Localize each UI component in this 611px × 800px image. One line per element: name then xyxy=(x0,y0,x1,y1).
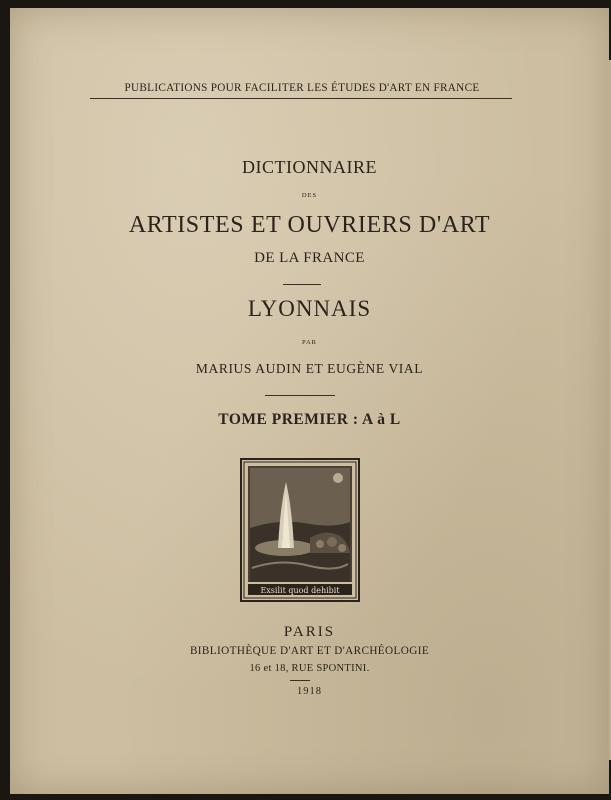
volume-label: TOME PREMIER : A à L xyxy=(218,411,401,428)
vignette-motto: Exsilit quod dehibit xyxy=(260,586,340,595)
byline-authors: MARIUS AUDIN ET EUGÈNE VIAL xyxy=(195,361,424,376)
fountain-vignette xyxy=(240,458,360,602)
publisher-name: BIBLIOTHÈQUE D'ART ET D'ARCHÉOLOGIE xyxy=(189,645,430,657)
publication-year: 1918 xyxy=(297,686,322,697)
series-rule xyxy=(90,98,512,99)
byline-par: PAR xyxy=(301,339,318,346)
byline-divider xyxy=(265,395,335,396)
imprint-divider xyxy=(290,680,310,681)
title-de-la-france: DE LA FRANCE xyxy=(254,250,365,266)
title-main: ARTISTES ET OUVRIERS D'ART xyxy=(128,212,491,238)
publisher-city: PARIS xyxy=(283,624,336,640)
publisher-address: 16 et 18, RUE SPONTINI. xyxy=(249,663,370,674)
book-cover xyxy=(10,8,609,794)
series-title: PUBLICATIONS POUR FACILITER LES ÉTUDES D'ART EN FRANCE xyxy=(124,82,480,94)
title-dictionnaire: DICTIONNAIRE xyxy=(242,157,377,177)
title-divider xyxy=(283,284,321,285)
title-region: LYONNAIS xyxy=(247,296,372,321)
title-des: DES xyxy=(301,192,318,199)
